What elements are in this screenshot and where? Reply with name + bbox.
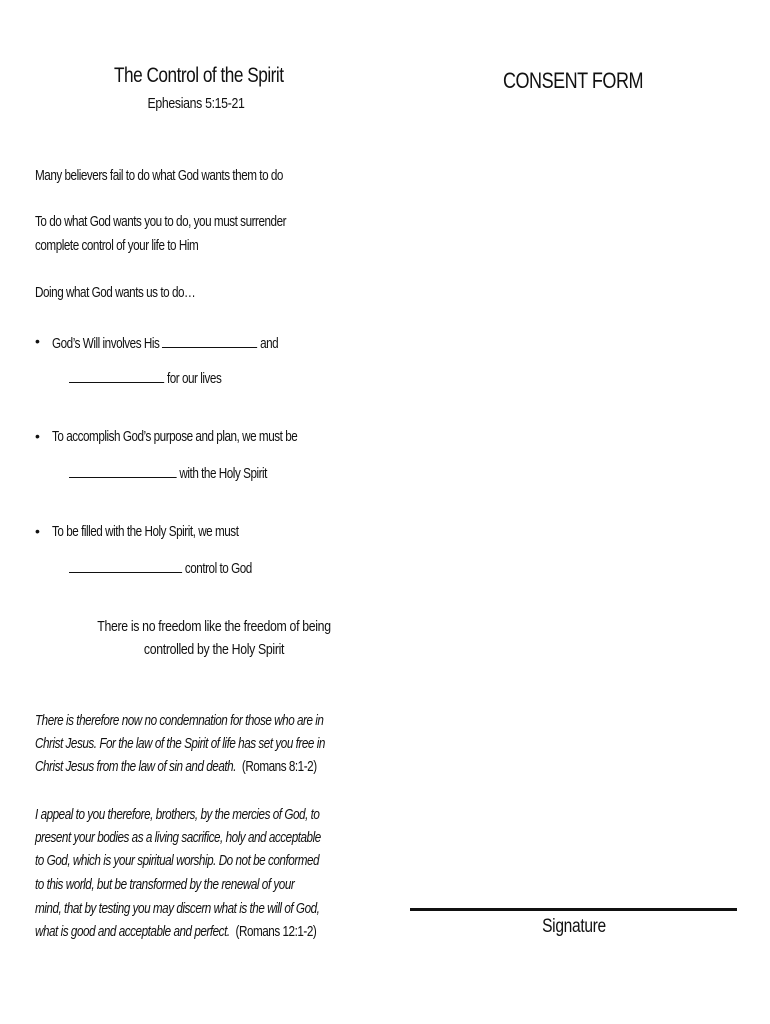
bullet-2-line-1: To accomplish God’s purpose and plan, we must be — [52, 428, 298, 445]
quote-line-2: controlled by the Holy Spirit — [143, 641, 285, 658]
bullet-2-suffix: with the Holy Spirit — [179, 465, 267, 482]
paragraph-2-line-2: complete control of your life to Him — [35, 237, 199, 254]
verse-2-reference: (Romans 12:1-2) — [235, 923, 317, 940]
bullet-1-suffix: for our lives — [166, 370, 222, 387]
verse-1-line-3 — [35, 758, 317, 775]
verse-1-line-1: There is therefore now no condemnation for those who are in — [35, 712, 324, 729]
verse-1-reference: (Romans 8:1-2) — [241, 758, 317, 775]
verse-2-text-end: what is good and acceptable and perfect. — [35, 923, 230, 940]
signature-line[interactable] — [410, 908, 737, 911]
paragraph-2-line-1: To do what God wants you to do, you must surrender — [35, 213, 287, 230]
bullet-3-suffix: control to God — [184, 560, 252, 577]
fill-in-blank[interactable] — [69, 463, 177, 478]
page-title: The Control of the Spirit — [114, 64, 284, 87]
bullet-2-line-2 — [69, 463, 267, 482]
bullet-dot-1: • — [35, 333, 40, 349]
bullet-3-line-1: To be filled with the Holy Spirit, we must — [52, 523, 239, 540]
verse-1-text-end: Christ Jesus from the law of sin and death. — [35, 758, 236, 775]
verse-2-line-4: to this world, but be transformed by the renewal of your — [35, 876, 295, 893]
quote-line-1: There is no freedom like the freedom of being — [97, 618, 331, 635]
bullet-1-text: God’s Will involves His — [52, 335, 160, 352]
verse-2-line-3: to God, which is your spiritual worship. Do not be conformed — [35, 852, 320, 869]
verse-2-line-6 — [35, 923, 316, 940]
verse-2-line-5: mind, that by testing you may discern what is the will of God, — [35, 900, 320, 917]
paragraph-1: Many believers fail to do what God wants them to do — [35, 167, 283, 184]
bullet-dot-3: • — [35, 523, 40, 539]
bullet-1-line-1 — [52, 333, 278, 352]
verse-2-line-2: present your bodies as a living sacrifice, holy and acceptable — [35, 829, 321, 846]
fill-in-blank[interactable] — [69, 558, 182, 573]
signature-label: Signature — [542, 916, 606, 937]
verse-2-line-1: I appeal to you therefore, brothers, by the mercies of God, to — [35, 806, 320, 823]
bullet-3-line-2 — [69, 558, 252, 577]
bullet-dot-2: • — [35, 428, 40, 444]
verse-1-line-2: Christ Jesus. For the law of the Spirit of life has set you free in — [35, 735, 325, 752]
bullet-1-and: and — [260, 335, 279, 352]
bullet-1-line-2 — [69, 368, 221, 387]
scripture-reference: Ephesians 5:15-21 — [147, 95, 245, 112]
paragraph-3: Doing what God wants us to do… — [35, 284, 196, 301]
fill-in-blank[interactable] — [69, 368, 164, 383]
consent-form-heading: CONSENT FORM — [502, 68, 644, 93]
fill-in-blank[interactable] — [162, 333, 257, 348]
